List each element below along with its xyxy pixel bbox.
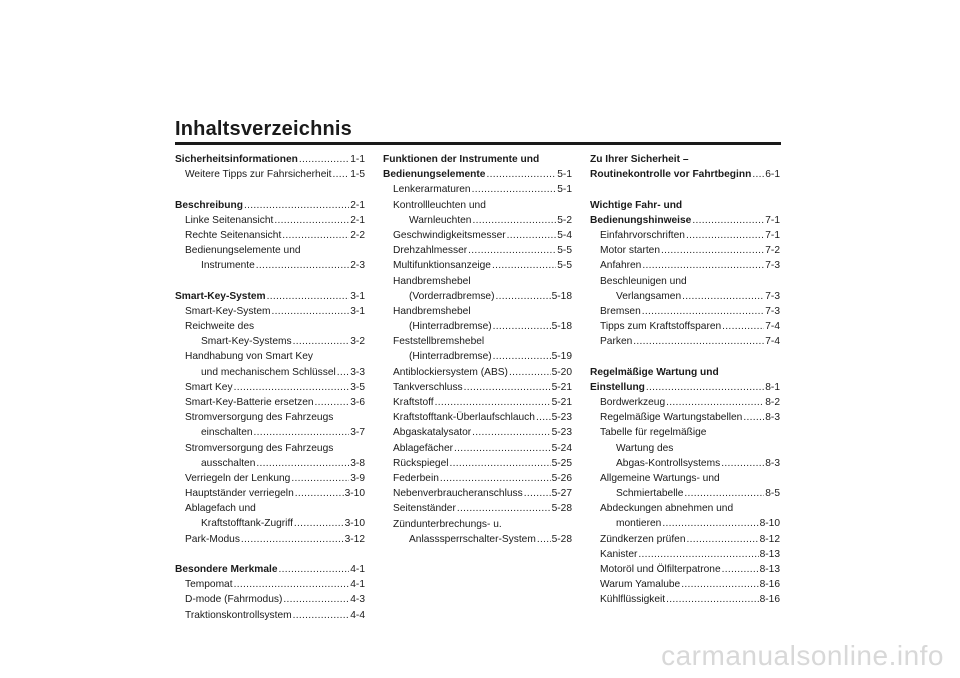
toc-page-number: 3-5: [350, 381, 365, 393]
toc-entry-label: Verlangsamen: [616, 290, 682, 302]
toc-leader-dots: [721, 456, 764, 471]
toc-entry-label: und mechanischem Schlüssel: [201, 366, 336, 378]
toc-page-number: 8-13: [759, 548, 780, 560]
toc-entry[interactable]: [590, 410, 780, 425]
toc-page-number: 8-5: [765, 488, 780, 500]
toc-page-number: 5-23: [551, 427, 572, 439]
toc-page-number: 8-16: [759, 594, 780, 606]
toc-spacer: [590, 182, 780, 197]
toc-entry-label: Zündkerzen prüfen: [600, 533, 686, 545]
toc-page-number: 7-4: [765, 336, 780, 348]
toc-entry-label: Instrumente: [201, 260, 255, 272]
toc-page-number: 3-6: [350, 396, 365, 408]
toc-leader-dots: [662, 516, 758, 531]
toc-entry-label: Schmiertabelle: [616, 488, 684, 500]
toc-leader-dots: [486, 167, 556, 182]
toc-entry-label: D-mode (Fahrmodus): [185, 594, 283, 606]
toc-leader-dots: [332, 167, 349, 182]
toc-entry[interactable]: [383, 380, 572, 395]
toc-page-number: 5-1: [557, 184, 572, 196]
title-rule: [175, 142, 781, 145]
toc-entry[interactable]: [175, 577, 365, 592]
toc-spacer: [175, 547, 365, 562]
toc-entry[interactable]: [590, 486, 780, 501]
toc-page-number: 7-1: [765, 229, 780, 241]
toc-leader-dots: [493, 349, 551, 364]
toc-entry-text: Funktionen der Instrumente und: [383, 154, 540, 165]
toc-page-number: 7-3: [765, 260, 780, 272]
toc-entry[interactable]: [175, 395, 365, 410]
toc-page-number: 5-18: [551, 321, 572, 333]
toc-page-number: 3-9: [350, 472, 365, 484]
toc-page-number: 5-4: [557, 229, 572, 241]
toc-leader-dots: [468, 243, 556, 258]
toc-spacer: [175, 274, 365, 289]
toc-entry-label: Tempomat: [185, 579, 233, 591]
toc-entry-label: Besondere Merkmale: [175, 564, 278, 576]
toc-page-number: 7-3: [765, 290, 780, 302]
toc-entry-label: Motoröl und Ölfilterpatrone: [600, 564, 721, 576]
toc-entry[interactable]: [383, 289, 572, 304]
toc-page-number: 3-3: [350, 366, 365, 378]
toc-page-number: 3-10: [344, 488, 365, 500]
toc-entry-text: Allgemeine Wartungs- und: [600, 472, 720, 484]
toc-entry[interactable]: [175, 532, 365, 547]
toc-leader-dots: [256, 258, 349, 273]
toc-leader-dots: [241, 532, 344, 547]
toc-entry-label: Routinekontrolle vor Fahrtbeginn: [590, 169, 752, 181]
toc-entry[interactable]: [590, 228, 780, 243]
toc-leader-dots: [722, 562, 759, 577]
toc-entry-label: Warnleuchten: [409, 214, 472, 226]
toc-page-number: 2-2: [350, 229, 365, 241]
toc-entry-label: Weitere Tipps zur Fahrsicherheit: [185, 169, 332, 181]
toc-page-number: 8-12: [759, 533, 780, 545]
toc-entry-label: Lenkerarmaturen: [393, 184, 471, 196]
toc-leader-dots: [642, 304, 765, 319]
toc-entry[interactable]: [383, 471, 572, 486]
toc-entry[interactable]: [175, 213, 365, 228]
toc-page-number: 7-2: [765, 245, 780, 257]
toc-leader-dots: [638, 547, 758, 562]
toc-page-number: 5-28: [551, 533, 572, 545]
toc-entry-label: einschalten: [201, 427, 253, 439]
toc-leader-dots: [681, 577, 758, 592]
toc-leader-dots: [283, 592, 349, 607]
toc-entry-label: (Hinterradbremse): [409, 321, 492, 333]
toc-page-number: 4-1: [350, 579, 365, 591]
toc-entry[interactable]: [590, 380, 780, 395]
toc-entry-label: ausschalten: [201, 457, 256, 469]
toc-page-number: 5-20: [551, 366, 572, 378]
toc-page-number: 5-2: [557, 214, 572, 226]
toc-entry[interactable]: [590, 319, 780, 334]
toc-page-number: 5-28: [551, 503, 572, 515]
toc-entry-label: Kanister: [600, 548, 638, 560]
toc-leader-dots: [743, 410, 764, 425]
toc-page-number: 8-13: [759, 564, 780, 576]
toc-entry[interactable]: [175, 425, 365, 440]
toc-entry[interactable]: [175, 289, 365, 304]
toc-entry-label: Regelmäßige Wartungstabellen: [600, 412, 743, 424]
toc-entry-label: Einfahrvorschriften: [600, 229, 685, 241]
toc-entry-label: (Vorderradbremse): [409, 290, 495, 302]
toc-entry-label: Abgas-Kontrollsystems: [616, 457, 721, 469]
toc-entry[interactable]: [383, 167, 572, 182]
toc-page-number: 8-10: [759, 518, 780, 530]
toc-entry[interactable]: [383, 486, 572, 501]
toc-entry[interactable]: [590, 304, 780, 319]
toc-page-number: 4-1: [350, 564, 365, 576]
toc-entry-text: Beschleunigen und: [600, 275, 687, 287]
toc-entry-label: Einstellung: [590, 381, 645, 393]
toc-entry-label: Smart-Key-Batterie ersetzen: [185, 396, 314, 408]
toc-page-number: 2-3: [350, 260, 365, 272]
toc-entry[interactable]: [383, 349, 572, 364]
toc-entry-label: Federbein: [393, 472, 439, 484]
toc-page-number: 3-2: [350, 336, 365, 348]
toc-page-number: 5-26: [551, 472, 572, 484]
toc-entry-label: Bremsen: [600, 305, 641, 317]
toc-entry-label: Tankverschluss: [393, 381, 463, 393]
toc-entry-label: Beschreibung: [175, 199, 243, 211]
toc-leader-dots: [454, 441, 551, 456]
page-title: Inhaltsverzeichnis: [175, 118, 352, 140]
toc-entry-text: Wartung des: [616, 442, 674, 454]
toc-leader-dots: [293, 608, 350, 623]
toc-page-number: 5-21: [551, 396, 572, 408]
toc-entry-label: Linke Seitenansicht: [185, 214, 274, 226]
toc-entry[interactable]: [383, 410, 572, 425]
toc-entry[interactable]: [175, 334, 365, 349]
toc-leader-dots: [299, 152, 349, 167]
toc-entry[interactable]: [590, 456, 780, 471]
toc-leader-dots: [279, 562, 350, 577]
toc-entry-label: Bedienungshinweise: [590, 214, 692, 226]
toc-leader-dots: [435, 395, 551, 410]
toc-leader-dots: [472, 182, 557, 197]
toc-entry-text: Zündunterbrechungs- u.: [393, 518, 502, 530]
toc-page-number: 8-3: [765, 412, 780, 424]
toc-entry-label: Kraftstofftank-Überlaufschlauch: [393, 412, 535, 424]
toc-entry-label: Smart-Key-System: [185, 305, 271, 317]
toc-leader-dots: [294, 516, 344, 531]
toc-entry-text: Stromversorgung des Fahrzeugs: [185, 442, 334, 454]
toc-entry[interactable]: [590, 289, 780, 304]
toc-leader-dots: [234, 380, 350, 395]
toc-page-number: 2-1: [350, 214, 365, 226]
toc-entry-text: Reichweite des: [185, 321, 255, 333]
toc-leader-dots: [642, 258, 764, 273]
toc-entry[interactable]: [383, 213, 572, 228]
toc-entry-label: Warum Yamalube: [600, 579, 681, 591]
toc-entry[interactable]: [383, 501, 572, 516]
toc-page-number: 7-1: [765, 214, 780, 226]
toc-leader-dots: [493, 319, 551, 334]
toc-leader-dots: [440, 471, 551, 486]
toc-page-number: 3-7: [350, 427, 365, 439]
toc-column-2: [383, 152, 572, 547]
toc-entry-label: Motor starten: [600, 245, 661, 257]
toc-entry-text: Abdeckungen abnehmen und: [600, 503, 734, 515]
toc-leader-dots: [295, 486, 344, 501]
toc-entry-label: (Hinterradbremse): [409, 351, 492, 363]
toc-entry-label: Bordwerkzeug: [600, 396, 666, 408]
toc-entry[interactable]: [175, 228, 365, 243]
toc-leader-dots: [687, 532, 759, 547]
toc-entry-text: Kontrollleuchten und: [393, 199, 486, 211]
toc-entry-label: Geschwindigkeitsmesser: [393, 229, 506, 241]
toc-leader-dots: [509, 365, 551, 380]
toc-leader-dots: [472, 425, 550, 440]
toc-entry-label: Rechte Seitenansicht: [185, 229, 282, 241]
toc-leader-dots: [684, 486, 764, 501]
toc-entry-text: Handhabung von Smart Key: [185, 351, 313, 363]
toc-entry-label: Smart Key: [185, 381, 233, 393]
toc-entry[interactable]: [175, 608, 365, 623]
toc-spacer: [175, 182, 365, 197]
toc-entry-label: Traktionskontrollsystem: [185, 609, 292, 621]
toc-leader-dots: [633, 334, 764, 349]
toc-entry[interactable]: [590, 243, 780, 258]
toc-leader-dots: [244, 198, 349, 213]
toc-entry[interactable]: [590, 547, 780, 562]
watermark: carmanualsonline.info: [661, 640, 944, 671]
toc-entry-label: Verriegeln der Lenkung: [185, 472, 291, 484]
toc-page-number: 8-1: [765, 381, 780, 393]
toc-leader-dots: [524, 486, 551, 501]
toc-entry-text: Ablagefach und: [185, 503, 256, 515]
toc-leader-dots: [282, 228, 349, 243]
toc-page-number: 5-18: [551, 290, 572, 302]
toc-entry-text: Regelmäßige Wartung und: [590, 366, 719, 378]
toc-entry[interactable]: [383, 532, 572, 547]
toc-entry-label: Rückspiegel: [393, 457, 449, 469]
toc-entry-label: Tipps zum Kraftstoffsparen: [600, 321, 722, 333]
toc-leader-dots: [450, 456, 551, 471]
toc-entry[interactable]: [590, 532, 780, 547]
toc-page-number: 5-5: [557, 260, 572, 272]
toc-entry-label: Bedienungselemente: [383, 169, 486, 181]
toc-leader-dots: [666, 395, 764, 410]
toc-page-number: 8-3: [765, 457, 780, 469]
toc-entry[interactable]: [175, 167, 365, 182]
toc-leader-dots: [536, 410, 551, 425]
toc-leader-dots: [457, 501, 551, 516]
toc-entry-label: Nebenverbraucheranschluss: [393, 488, 523, 500]
toc-entry[interactable]: [383, 182, 572, 197]
toc-leader-dots: [464, 380, 551, 395]
toc-entry-label: Smart-Key-System: [175, 290, 266, 302]
toc-entry-label: Kraftstoff: [393, 396, 434, 408]
toc-page-number: 5-19: [551, 351, 572, 363]
toc-entry[interactable]: [383, 258, 572, 273]
toc-entry-text: Stromversorgung des Fahrzeugs: [185, 412, 334, 424]
toc-leader-dots: [507, 228, 557, 243]
toc-entry[interactable]: [383, 425, 572, 440]
toc-entry-label: Kühlflüssigkeit: [600, 594, 666, 606]
toc-leader-dots: [293, 334, 350, 349]
toc-page-number: 3-10: [344, 518, 365, 530]
toc-entry-label: Parken: [600, 336, 633, 348]
toc-entry-label: Hauptständer verriegeln: [185, 488, 294, 500]
toc-page-number: 5-5: [557, 245, 572, 257]
toc-entry-label: Anlasssperrschalter-System: [409, 533, 536, 545]
toc-entry[interactable]: [175, 258, 365, 273]
toc-page-number: 3-12: [344, 533, 365, 545]
toc-leader-dots: [492, 258, 556, 273]
toc-entry[interactable]: [175, 152, 365, 167]
toc-leader-dots: [274, 213, 349, 228]
toc-page-number: 1-1: [350, 153, 365, 165]
toc-entry[interactable]: [590, 334, 780, 349]
toc-leader-dots: [686, 228, 764, 243]
toc-leader-dots: [661, 243, 764, 258]
toc-entry-text: Wichtige Fahr- und: [590, 199, 683, 211]
toc-entry[interactable]: [175, 517, 365, 532]
toc-entry-label: Ablagefächer: [393, 442, 454, 454]
toc-entry[interactable]: [175, 456, 365, 471]
toc-entry-label: Smart-Key-Systems: [201, 336, 292, 348]
toc-entry-label: Antiblockiersystem (ABS): [393, 366, 508, 378]
toc-entry[interactable]: [383, 395, 572, 410]
toc-entry[interactable]: [383, 319, 572, 334]
toc-leader-dots: [234, 577, 350, 592]
toc-page-number: 5-21: [551, 381, 572, 393]
toc-page-number: 3-8: [350, 457, 365, 469]
toc-entry[interactable]: [175, 198, 365, 213]
toc-leader-dots: [267, 289, 350, 304]
toc-entry-text: Handbremshebel: [393, 275, 471, 287]
toc-entry[interactable]: [175, 486, 365, 501]
toc-entry[interactable]: [590, 517, 780, 532]
toc-page-number: 3-1: [350, 305, 365, 317]
toc-leader-dots: [537, 532, 551, 547]
toc-entry-label: Anfahren: [600, 260, 642, 272]
toc-entry[interactable]: [383, 365, 572, 380]
toc-entry[interactable]: [175, 592, 365, 607]
toc-page-number: 6-1: [765, 169, 780, 181]
toc-column-1: [175, 152, 365, 623]
toc-leader-dots: [752, 167, 764, 182]
toc-page-number: 5-1: [557, 169, 572, 181]
toc-entry-label: Abgaskatalysator: [393, 427, 472, 439]
toc-leader-dots: [315, 395, 350, 410]
toc-leader-dots: [646, 380, 764, 395]
toc-entry[interactable]: [383, 456, 572, 471]
toc-entry-label: montieren: [616, 518, 662, 530]
toc-entry[interactable]: [175, 380, 365, 395]
toc-entry-text: Feststellbremshebel: [393, 336, 485, 348]
toc-entry-text: Zu Ihrer Sicherheit –: [590, 154, 689, 165]
toc-entry-label: Park-Modus: [185, 533, 240, 545]
toc-page-number: 2-1: [350, 199, 365, 211]
toc-entry-label: Seitenständer: [393, 503, 456, 515]
toc-entry[interactable]: [175, 562, 365, 577]
toc-page-number: 8-2: [765, 396, 780, 408]
toc-entry[interactable]: [383, 228, 572, 243]
toc-page-number: 5-27: [551, 488, 572, 500]
toc-leader-dots: [472, 213, 556, 228]
toc-entry[interactable]: [383, 243, 572, 258]
toc-entry-text: Handbremshebel: [393, 305, 471, 317]
toc-entry[interactable]: [590, 213, 780, 228]
toc-entry[interactable]: [590, 592, 780, 607]
toc-entry[interactable]: [590, 562, 780, 577]
toc-page-number: 3-1: [350, 290, 365, 302]
toc-page-number: 8-16: [759, 579, 780, 591]
toc-page-number: 7-4: [765, 321, 780, 333]
toc-entry[interactable]: [175, 365, 365, 380]
toc-leader-dots: [254, 425, 350, 440]
toc-page-number: 4-4: [350, 609, 365, 621]
toc-column-3: [590, 152, 780, 608]
toc-page-number: 4-3: [350, 594, 365, 606]
toc-leader-dots: [271, 304, 349, 319]
toc-entry[interactable]: [175, 471, 365, 486]
toc-entry-label: Kraftstofftank-Zugriff: [201, 518, 293, 530]
toc-leader-dots: [692, 213, 764, 228]
toc-entry-text: Tabelle für regelmäßige: [600, 427, 707, 439]
toc-page-number: 5-25: [551, 457, 572, 469]
toc-leader-dots: [722, 319, 764, 334]
toc-leader-dots: [682, 289, 764, 304]
toc-page-number: 1-5: [350, 169, 365, 181]
toc-entry[interactable]: [383, 441, 572, 456]
toc-entry[interactable]: [175, 304, 365, 319]
toc-leader-dots: [256, 456, 349, 471]
toc-entry-label: Sicherheitsinformationen: [175, 153, 298, 165]
toc-entry[interactable]: [590, 167, 780, 182]
toc-spacer: [590, 349, 780, 364]
toc-entry[interactable]: [590, 577, 780, 592]
toc-entry[interactable]: [590, 258, 780, 273]
toc-entry[interactable]: [590, 395, 780, 410]
toc-page-number: 5-23: [551, 412, 572, 424]
toc-entry-label: Multifunktionsanzeige: [393, 260, 491, 272]
toc-leader-dots: [291, 471, 349, 486]
toc-entry-text: Bedienungselemente und: [185, 245, 301, 257]
toc-leader-dots: [666, 592, 758, 607]
toc-entry-label: Drehzahlmesser: [393, 245, 468, 257]
toc-page-number: 5-24: [551, 442, 572, 454]
toc-leader-dots: [496, 289, 551, 304]
toc-page-number: 7-3: [765, 305, 780, 317]
toc-leader-dots: [337, 365, 349, 380]
